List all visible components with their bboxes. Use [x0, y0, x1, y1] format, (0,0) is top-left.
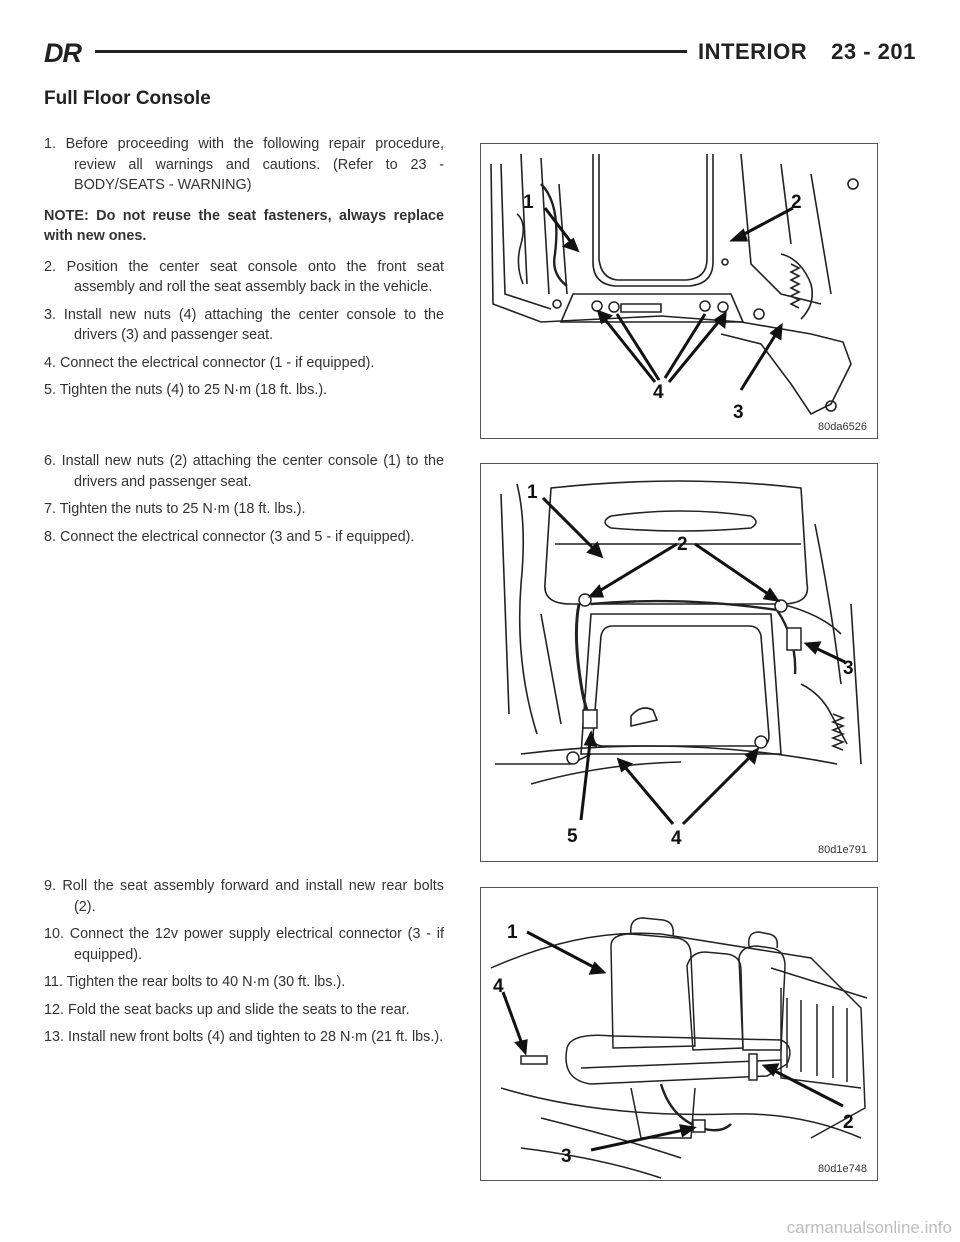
- figure-3-rear-front-bolts: [480, 887, 878, 1181]
- step-1: 1. Before proceeding with the following repair procedure, review all warnings and cautions. (Refer to 23 - BODY/SEATS - WARNING): [44, 136, 444, 193]
- step-4: 4. Connect the electrical connector (1 - if equipped).: [44, 354, 375, 371]
- figure-2-console-nuts-connectors: [480, 463, 878, 862]
- fig3-callout-3: 3: [561, 1146, 572, 1167]
- step-3: 3. Install new nuts (4) attaching the center console to the drivers (3) and passenger seat.: [44, 306, 444, 343]
- step-7: 7. Tighten the nuts to 25 N·m (18 ft. lbs.).: [44, 501, 306, 517]
- watermark[interactable]: carmanualsonline.info: [786, 1218, 952, 1237]
- fig2-callout-4: 4: [671, 828, 682, 849]
- fig1-callout-1: 1: [523, 192, 534, 213]
- fig1-callout-3: 3: [733, 402, 744, 423]
- note: NOTE: Do not reuse the seat fasteners, always replace with new ones.: [44, 207, 444, 244]
- fig2-callout-5: 5: [567, 826, 578, 847]
- figure-2-illustration: [481, 464, 877, 861]
- header-right: [698, 39, 916, 65]
- figure-1-illustration: [481, 144, 877, 438]
- figure-1-console-nuts: [480, 143, 878, 439]
- figure-3-illustration: [481, 888, 877, 1180]
- fig3-callout-2: 2: [843, 1112, 854, 1133]
- fig2-callout-2: 2: [677, 534, 688, 555]
- header-page-number: 23 - 201: [831, 39, 916, 64]
- fig3-callout-4: 4: [493, 976, 504, 997]
- step-10: 10. Connect the 12v power supply electrical connector (3 - if equipped).: [44, 926, 444, 963]
- step-2: 2. Position the center seat console onto the front seat assembly and roll the seat assembly back in the vehicle.: [44, 258, 444, 295]
- fig1-callout-4: 4: [653, 382, 664, 403]
- procedure-group-1: [44, 134, 444, 408]
- step-9: 9. Roll the seat assembly forward and install new rear bolts (2).: [44, 878, 444, 915]
- header-section-code: DR: [44, 38, 81, 68]
- step-13: 13. Install new front bolts (4) and tighten to 28 N·m (21 ft. lbs.).: [44, 1029, 444, 1045]
- figure-1-code: 80da6526: [818, 421, 867, 433]
- fig2-callout-1: 1: [527, 482, 538, 503]
- figure-3-code: 80d1e748: [818, 1163, 867, 1175]
- step-11: 11. Tighten the rear bolts to 40 N·m (30 ft. lbs.).: [44, 974, 346, 990]
- figure-2-code: 80d1e791: [818, 844, 867, 856]
- procedure-group-2: [44, 451, 444, 554]
- header-section-title: INTERIOR: [698, 39, 808, 64]
- step-12: 12. Fold the seat backs up and slide the seats to the rear.: [44, 1001, 410, 1018]
- header-rule: [95, 50, 687, 53]
- procedure-group-3: [44, 876, 444, 1055]
- fig2-callout-3: 3: [843, 658, 854, 679]
- step-8: 8. Connect the electrical connector (3 and 5 - if equipped).: [44, 528, 415, 545]
- fig3-callout-1: 1: [507, 922, 518, 943]
- page-title: Full Floor Console: [44, 88, 211, 109]
- step-5: 5. Tighten the nuts (4) to 25 N·m (18 ft. lbs.).: [44, 382, 328, 398]
- step-6: 6. Install new nuts (2) attaching the center console (1) to the drivers and passenger seat.: [44, 453, 444, 490]
- fig1-callout-2: 2: [791, 192, 802, 213]
